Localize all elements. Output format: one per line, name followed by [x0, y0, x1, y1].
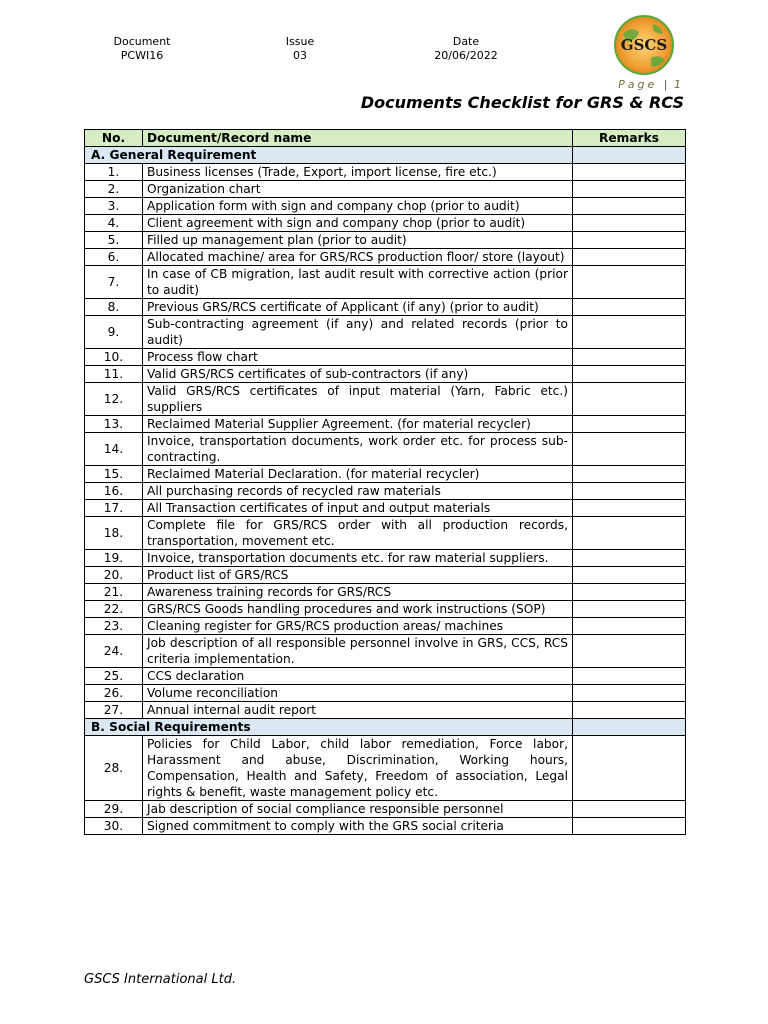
row-number: 21.: [85, 584, 143, 601]
row-number: 30.: [85, 818, 143, 835]
table-row: [85, 685, 686, 702]
row-number: 10.: [85, 349, 143, 366]
row-number: 2.: [85, 181, 143, 198]
document-name: Product list of GRS/RCS: [143, 567, 573, 584]
remarks-cell: [573, 366, 686, 383]
document-name: All Transaction certificates of input and output materials: [143, 500, 573, 517]
remarks-cell: [573, 249, 686, 266]
row-number: 13.: [85, 416, 143, 433]
table-row: [85, 198, 686, 215]
document-name: Previous GRS/RCS certificate of Applicant (if any) (prior to audit): [143, 299, 573, 316]
row-number: 22.: [85, 601, 143, 618]
remarks-cell: [573, 702, 686, 719]
document-id-field: [98, 35, 186, 63]
remarks-cell: [573, 416, 686, 433]
page-number-value: 1: [674, 78, 684, 91]
remarks-cell: [573, 567, 686, 584]
row-number: 20.: [85, 567, 143, 584]
row-number: 28.: [85, 736, 143, 801]
remarks-cell: [573, 668, 686, 685]
table-row: [85, 366, 686, 383]
remarks-cell: [573, 618, 686, 635]
row-number: 24.: [85, 635, 143, 668]
remarks-cell: [573, 685, 686, 702]
table-row: [85, 249, 686, 266]
remarks-cell: [573, 316, 686, 349]
table-row: [85, 618, 686, 635]
remarks-cell: [573, 349, 686, 366]
svg-text:GSCS: GSCS: [620, 36, 668, 54]
row-number: 29.: [85, 801, 143, 818]
table-row: [85, 433, 686, 466]
section-title: A. General Requirement: [85, 147, 573, 164]
document-name: Complete file for GRS/RCS order with all production records, transportation, movement etc.: [143, 517, 573, 550]
remarks-cell: [573, 500, 686, 517]
row-number: 1.: [85, 164, 143, 181]
table-row: [85, 635, 686, 668]
table-row: [85, 232, 686, 249]
document-name: GRS/RCS Goods handling procedures and work instructions (SOP): [143, 601, 573, 618]
table-row: [85, 736, 686, 801]
document-name: Job description of all responsible personnel involve in GRS, CCS, RCS criteria implementation.: [143, 635, 573, 668]
section-row: [85, 147, 686, 164]
remarks-cell: [573, 483, 686, 500]
document-name: Allocated machine/ area for GRS/RCS production floor/ store (layout): [143, 249, 573, 266]
remarks-cell: [573, 818, 686, 835]
remarks-cell: [573, 584, 686, 601]
date-label: Date: [452, 35, 480, 48]
row-number: 25.: [85, 668, 143, 685]
remarks-cell: [573, 736, 686, 801]
issue-value: 03: [293, 49, 307, 62]
row-number: 4.: [85, 215, 143, 232]
document-name: Sub-contracting agreement (if any) and related records (prior to audit): [143, 316, 573, 349]
remarks-cell: [573, 266, 686, 299]
document-name: Jab description of social compliance responsible personnel: [143, 801, 573, 818]
row-number: 5.: [85, 232, 143, 249]
document-name: Client agreement with sign and company chop (prior to audit): [143, 215, 573, 232]
remarks-cell: [573, 517, 686, 550]
remarks-cell: [573, 232, 686, 249]
table-row: [85, 266, 686, 299]
document-name: Volume reconciliation: [143, 685, 573, 702]
remarks-cell: [573, 164, 686, 181]
document-name: Organization chart: [143, 181, 573, 198]
row-number: 6.: [85, 249, 143, 266]
table-row: [85, 164, 686, 181]
table-row: [85, 702, 686, 719]
remarks-cell: [573, 215, 686, 232]
row-number: 17.: [85, 500, 143, 517]
page-number: [618, 78, 684, 91]
page-separator: |: [663, 78, 668, 91]
row-number: 8.: [85, 299, 143, 316]
section-remarks-cell: [573, 147, 686, 164]
footer-company: GSCS International Ltd.: [84, 972, 237, 987]
document-name: Process flow chart: [143, 349, 573, 366]
document-name: Reclaimed Material Declaration. (for material recycler): [143, 466, 573, 483]
document-name: Cleaning register for GRS/RCS production areas/ machines: [143, 618, 573, 635]
section-remarks-cell: [573, 719, 686, 736]
document-name: Annual internal audit report: [143, 702, 573, 719]
document-label: Document: [113, 35, 171, 48]
row-number: 11.: [85, 366, 143, 383]
table-row: [85, 500, 686, 517]
table-row: [85, 299, 686, 316]
document-name: Reclaimed Material Supplier Agreement. (for material recycler): [143, 416, 573, 433]
page-title: Documents Checklist for GRS & RCS: [360, 93, 684, 112]
document-name: Policies for Child Labor, child labor remediation, Force labor, Harassment and abuse, Discrimination, Working hours, Compensation, Health and Safety, Freedom of association, Legal rights & benefit, waste management policy etc.: [143, 736, 573, 801]
document-name: CCS declaration: [143, 668, 573, 685]
row-number: 23.: [85, 618, 143, 635]
table-header-row: [85, 130, 686, 147]
remarks-cell: [573, 299, 686, 316]
document-name: Valid GRS/RCS certificates of sub-contractors (if any): [143, 366, 573, 383]
row-number: 16.: [85, 483, 143, 500]
document-name: Signed commitment to comply with the GRS social criteria: [143, 818, 573, 835]
row-number: 3.: [85, 198, 143, 215]
remarks-cell: [573, 601, 686, 618]
gscs-logo: [613, 14, 675, 76]
document-name: Invoice, transportation documents, work order etc. for process sub-contracting.: [143, 433, 573, 466]
table-row: [85, 483, 686, 500]
table-body: [85, 147, 686, 835]
table-row: [85, 466, 686, 483]
date-field: [418, 35, 514, 63]
section-title: B. Social Requirements: [85, 719, 573, 736]
remarks-cell: [573, 383, 686, 416]
document-name: Filled up management plan (prior to audit): [143, 232, 573, 249]
table-row: [85, 818, 686, 835]
remarks-cell: [573, 550, 686, 567]
row-number: 26.: [85, 685, 143, 702]
row-number: 7.: [85, 266, 143, 299]
document-name: In case of CB migration, last audit result with corrective action (prior to audit): [143, 266, 573, 299]
table-row: [85, 181, 686, 198]
row-number: 19.: [85, 550, 143, 567]
remarks-cell: [573, 801, 686, 818]
table-row: [85, 316, 686, 349]
remarks-cell: [573, 466, 686, 483]
document-value: PCWI16: [120, 49, 164, 62]
column-header-document-name: Document/Record name: [143, 130, 573, 147]
document-name: All purchasing records of recycled raw materials: [143, 483, 573, 500]
row-number: 27.: [85, 702, 143, 719]
document-name: Application form with sign and company chop (prior to audit): [143, 198, 573, 215]
table-row: [85, 349, 686, 366]
table-row: [85, 416, 686, 433]
page-label: Page: [618, 78, 658, 91]
document-name: Awareness training records for GRS/RCS: [143, 584, 573, 601]
date-value: 20/06/2022: [434, 49, 498, 62]
remarks-cell: [573, 433, 686, 466]
row-number: 9.: [85, 316, 143, 349]
table-row: [85, 601, 686, 618]
table-row: [85, 668, 686, 685]
table-row: [85, 801, 686, 818]
section-row: [85, 719, 686, 736]
document-name: Business licenses (Trade, Export, import license, fire etc.): [143, 164, 573, 181]
remarks-cell: [573, 198, 686, 215]
column-header-remarks: Remarks: [573, 130, 686, 147]
table-row: [85, 567, 686, 584]
issue-field: [262, 35, 338, 63]
row-number: 12.: [85, 383, 143, 416]
table-row: [85, 550, 686, 567]
table-row: [85, 215, 686, 232]
checklist-table: [84, 129, 686, 835]
table-row: [85, 584, 686, 601]
row-number: 18.: [85, 517, 143, 550]
remarks-cell: [573, 635, 686, 668]
row-number: 14.: [85, 433, 143, 466]
remarks-cell: [573, 181, 686, 198]
row-number: 15.: [85, 466, 143, 483]
table-row: [85, 383, 686, 416]
issue-label: Issue: [285, 35, 315, 48]
column-header-no: No.: [85, 130, 143, 147]
document-name: Valid GRS/RCS certificates of input material (Yarn, Fabric etc.) suppliers: [143, 383, 573, 416]
table-row: [85, 517, 686, 550]
document-name: Invoice, transportation documents etc. for raw material suppliers.: [143, 550, 573, 567]
